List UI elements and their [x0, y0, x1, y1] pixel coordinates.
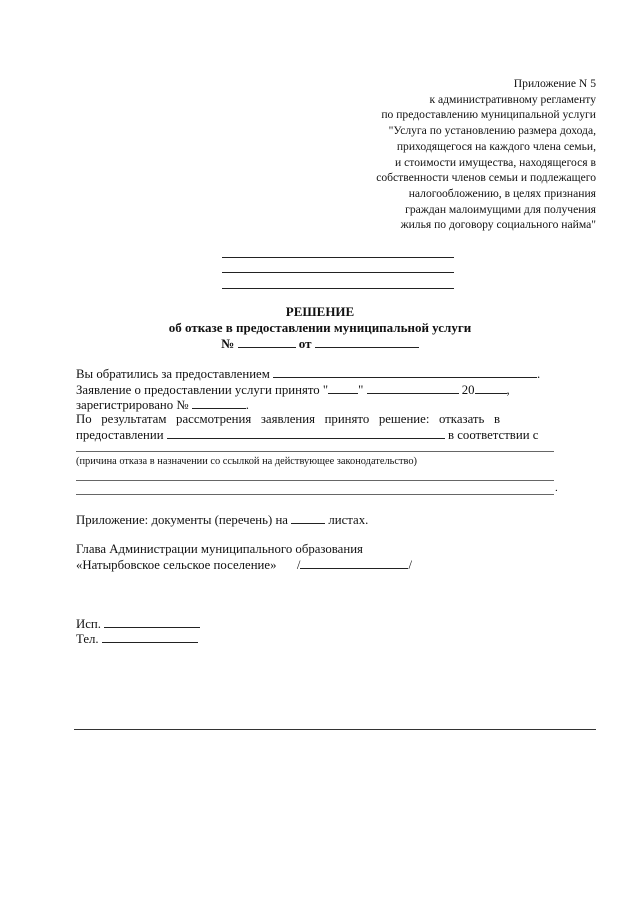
phone-line: [76, 631, 198, 647]
number-date-line: [0, 336, 640, 352]
registration-line: [76, 397, 249, 413]
executor-line: [76, 616, 200, 632]
signature-slash: /: [296, 558, 301, 572]
executor-label: Исп.: [76, 617, 101, 631]
pages-count-blank[interactable]: [291, 512, 325, 524]
addressee-blank-line[interactable]: [222, 288, 454, 289]
registration-period: .: [245, 398, 249, 412]
day-blank[interactable]: [328, 382, 358, 394]
refusal-label: предоставлении: [76, 428, 164, 442]
accordance-label: в соответствии с: [448, 428, 539, 442]
date-blank[interactable]: [315, 336, 419, 348]
signature-slash: /: [408, 558, 413, 572]
reason-caption: (причина отказа в назначении со ссылкой на действующее законодательство): [76, 456, 418, 467]
date-label: от: [298, 336, 312, 351]
appendix-line: Приложение N 5: [513, 77, 596, 90]
document-title: РЕШЕНИЕ: [285, 304, 355, 319]
registration-label: зарегистрировано №: [76, 398, 189, 412]
application-line: [76, 382, 510, 398]
year-prefix: 20: [461, 383, 475, 397]
appendix-line: налогообложению, в целях признания: [408, 186, 596, 200]
request-label: Вы обратились за предоставлением: [76, 367, 270, 381]
signature-blank[interactable]: [300, 557, 408, 569]
appendix-line: граждан малоимущими для получения: [405, 202, 596, 216]
number-label: №: [221, 336, 235, 351]
request-line: [76, 366, 540, 382]
appendix-line: по предоставлению муниципальной услуги: [381, 108, 596, 122]
service-blank[interactable]: [273, 366, 537, 378]
page-divider: [74, 729, 596, 730]
attachment-label: Приложение: документы (перечень) на: [76, 513, 288, 527]
appendix-line: собственности членов семьи и подлежащего: [376, 171, 596, 185]
application-comma: ,: [506, 383, 510, 397]
number-blank[interactable]: [238, 336, 296, 348]
appendix-header: [336, 76, 596, 233]
addressee-blank-line[interactable]: [222, 272, 454, 273]
reason-blank-line[interactable]: [76, 451, 554, 452]
registration-number-blank[interactable]: [192, 397, 246, 409]
addressee-blank-line[interactable]: [222, 257, 454, 258]
request-period: .: [537, 367, 541, 381]
year-blank[interactable]: [475, 382, 507, 394]
refusal-line: [76, 427, 538, 443]
reason-period: .: [555, 482, 558, 494]
appendix-line: и стоимости имущества, находящегося в: [395, 155, 596, 169]
application-label: Заявление о предоставлении услуги принято ": [76, 383, 329, 397]
decision-line: По результатам рассмотрения заявления принято решение: отказать в: [76, 412, 500, 426]
executor-blank[interactable]: [104, 616, 200, 628]
refused-service-blank[interactable]: [167, 427, 445, 439]
attachment-suffix: листах.: [328, 513, 369, 527]
signatory-organization: [76, 557, 412, 573]
appendix-line: приходящегося на каждого члена семьи,: [396, 139, 596, 153]
attachment-line: [76, 512, 368, 528]
signatory-title: Глава Администрации муниципального образования: [76, 542, 363, 556]
organization-name: «Натырбовское сельское поселение»: [76, 558, 277, 572]
reason-blank-line[interactable]: [76, 494, 554, 495]
quote-mark: ": [358, 383, 364, 397]
appendix-line: жилья по договору социального найма": [400, 218, 596, 232]
month-blank[interactable]: [367, 382, 459, 394]
phone-label: Тел.: [76, 632, 99, 646]
phone-blank[interactable]: [102, 631, 198, 643]
reason-blank-line[interactable]: [76, 480, 554, 481]
appendix-line: "Услуга по установлению размера дохода,: [388, 124, 596, 138]
document-subtitle: об отказе в предоставлении муниципальной услуги: [168, 320, 472, 335]
appendix-line: к административному регламенту: [429, 92, 596, 106]
